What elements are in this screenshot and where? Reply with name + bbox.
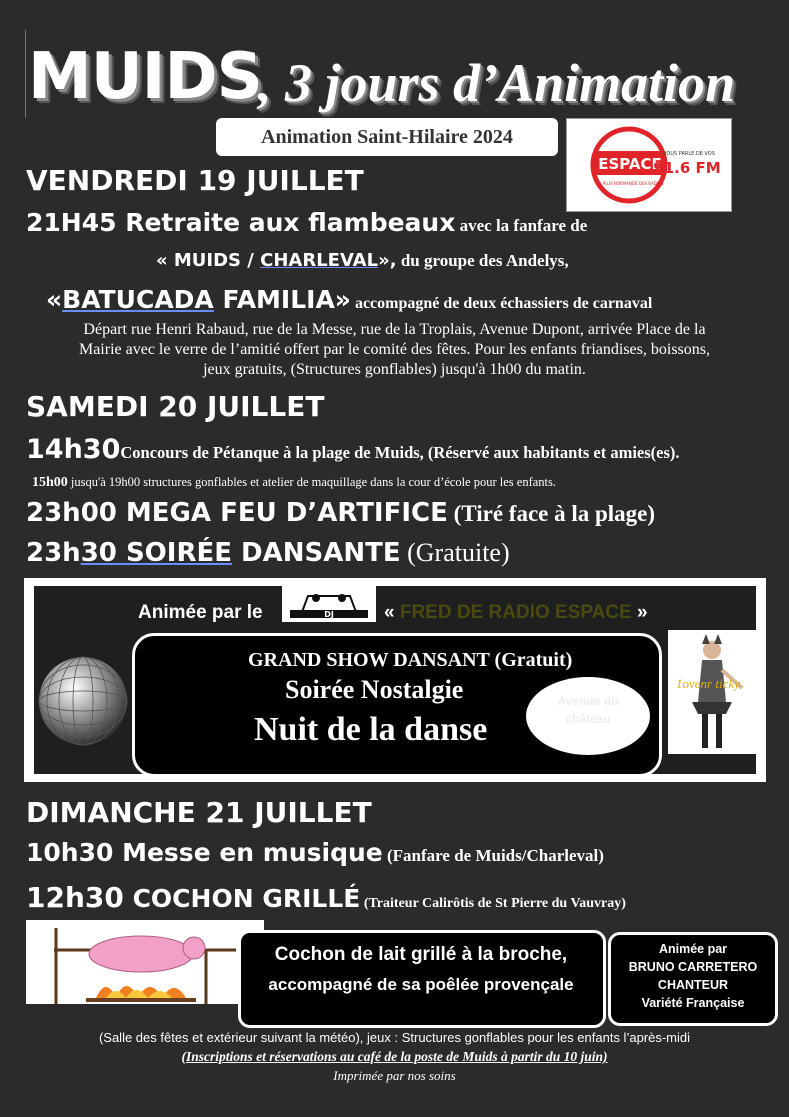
logo-frequency: 91.6 FM [653,159,721,177]
dancer-icon [668,630,756,754]
page-subtitle: , 3 jours d’Animation [258,53,736,113]
cochon-line2: accompagné de sa poêlée provençale [268,975,574,994]
logo-tagline-top: VOUS PARLE DE VOS [663,151,715,157]
animee-label: Animée par le [138,602,263,623]
cochon-line1: Cochon de lait grillé à la broche, [274,944,568,965]
footer-info: (Salle des fêtes et extérieur suivant la météo), jeux : Structures gonflables pour les enfants l’après-midi [98,1030,691,1045]
dancer-image [668,630,756,754]
saturday-time4a: 23h [26,538,81,568]
saturday-line2 [32,473,556,491]
friday-time: 21H45 [26,208,117,237]
fred-close: » [631,602,648,623]
friday-description [0,320,789,380]
show-nostalgie: Soirée Nostalgie [285,675,464,704]
fanfare-charleval: CHARLEVAL [260,250,379,271]
show-title-line [248,649,572,672]
dj-logo [282,586,376,622]
sunday-event1-tail: (Fanfare de Muids/Charleval) [382,846,604,865]
logo-tagline: LA PLUS NORMANDE DES RADIOS [596,181,664,186]
sunday-event2-tail: (Traiteur Calirôtis de St Pierre du Vauvray) [360,896,626,911]
sunday-heading: DIMANCHE 21 JUILLET [26,796,372,829]
saturday-line4 [26,538,510,568]
sunday-line1 [26,838,604,867]
footer-printed: Imprimée par nos soins [333,1068,456,1083]
saturday-event4: DANSANTE [232,538,401,568]
saturday-event1: Concours de Pétanque à la plage de Muids, (Réservé aux habitants et amies(es). [120,443,680,462]
event-banner: Animation Saint-Hilaire 2024 [216,118,558,156]
divider-line [25,30,26,118]
batucada-open: « [46,285,63,314]
saturday-line3 [26,498,655,528]
singer-genre: Variété Française [641,996,745,1010]
dj-text: DJ [324,610,334,619]
footer-inscriptions: (Inscriptions et réservations au café de la poste de Muids à partir du 10 juin) [181,1049,608,1064]
show-tag: (Gratuit) [489,649,573,671]
friday-event-line [26,208,587,237]
show-title: GRAND SHOW DANSANT [248,649,490,671]
friday-desc-line3: jeux gratuits, (Structures gonflables) jusqu'à 1h00 du matin. [203,361,586,378]
friday-event-tail: avec la fanfare de [455,216,588,235]
dancer-caption: 1ovenr ticky [676,676,740,691]
friday-heading: VENDREDI 19 JUILLET [26,164,364,197]
batucada-tail: accompagné de deux échassiers de carnaval [350,295,653,312]
venue-text: Avenue du château [557,694,619,726]
friday-desc-line1: Départ rue Henri Rabaud, rue de la Messe, rue de la Troplais, Avenue Dupont, arrivée Place de la [83,321,706,338]
fanfare-open: « MUIDS / [156,250,261,271]
friday-event: Retraite aux flambeaux [116,208,456,237]
sunday-event1: Messe en musique [113,838,383,867]
singer-line1: Animée par [658,942,728,956]
dj-turntable-icon [282,586,376,622]
friday-line2 [156,250,569,271]
roast-pig-icon [26,920,264,1004]
radio-logo [566,118,732,212]
saturday-time4b: 30 [80,538,117,568]
sunday-time1: 10h30 [26,838,114,867]
fred-open: « [384,602,400,623]
saturday-time2: 15h00 [32,475,68,490]
saturday-event3: MEGA FEU D’ARTIFICE [116,498,448,528]
disco-ball-icon [36,654,130,748]
singer-text [611,940,775,1012]
singer-name: BRUNO CARRETERO [628,960,758,974]
show-danse: Nuit de la danse [254,711,488,748]
friday-line3 [46,285,652,314]
roast-pig-image [26,920,264,1004]
fanfare-close: », [378,250,397,271]
saturday-time1: 14h30 [26,434,121,465]
fred-line [384,602,648,624]
singer-role: CHANTEUR [657,978,729,992]
batucada-name: BATUCADA [62,285,214,314]
saturday-event2: jusqu'à 19h00 structures gonflables et atelier de maquillage dans la cour d’école pour les enfants. [67,475,556,489]
fanfare-tail: du groupe des Andelys, [396,251,569,270]
logo-brand: ESPACE [598,155,662,173]
saturday-event4-tail: (Gratuite) [400,538,510,567]
espace-logo-icon [567,119,731,211]
batucada-familia: FAMILIA» [213,285,351,314]
saturday-heading: SAMEDI 20 JUILLET [26,390,325,423]
saturday-event4-soiree: SOIRÉE [116,538,232,568]
page-title: MUIDS [28,40,262,114]
saturday-time3: 23h00 [26,498,117,528]
sunday-time2: 12h30 [26,881,124,914]
saturday-line1 [26,434,680,465]
sunday-line2 [26,881,626,914]
saturday-event3-tail: (Tiré face à la plage) [447,501,656,526]
friday-desc-line2: Mairie avec le verre de l’amitié offert par le comité des fêtes. Pour les enfants friandises, boissons, [78,341,711,358]
disco-ball [36,654,130,748]
sunday-event2: COCHON GRILLÉ [123,884,361,913]
fred-name: FRED DE RADIO ESPACE [399,602,632,623]
